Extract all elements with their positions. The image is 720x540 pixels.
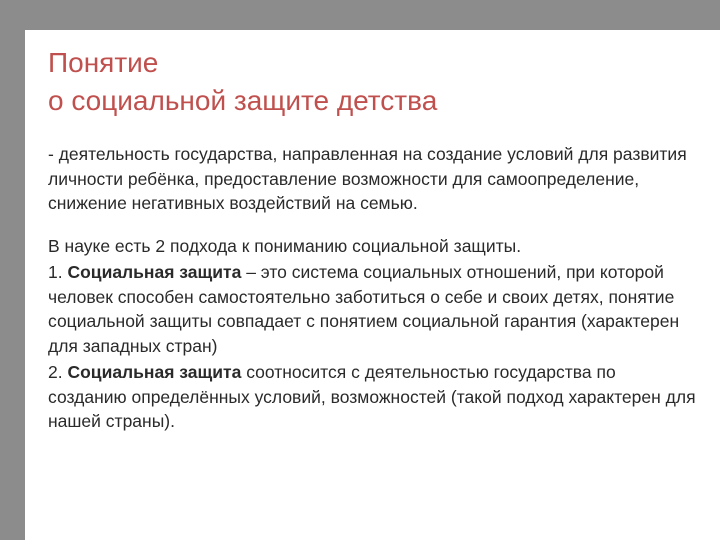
definition-paragraph: - деятельность государства, направленная на создание условий для развития личности ребёнка, предоставление возможности для самоопределение, снижение негативных воздействий на семью. xyxy=(48,144,687,213)
approach-item-2 xyxy=(48,360,698,434)
title-line-2: о социальной защите детства xyxy=(48,85,438,116)
paragraph-spacer xyxy=(48,216,698,234)
slide-body xyxy=(48,142,698,434)
slide-title xyxy=(48,44,688,120)
title-line-1: Понятие xyxy=(48,47,159,78)
intro-paragraph: В науке есть 2 подхода к пониманию социальной защиты. xyxy=(48,235,522,256)
slide xyxy=(25,30,720,540)
approach-item-1 xyxy=(48,260,698,358)
approach-1-text: – это система социальных отношений, при которой человек способен самостоятельно заботиться о себе и своих детях, понятие социальной защиты совпадает с понятием социальной гарантия (характерен для западных стран) xyxy=(48,262,680,356)
approach-2-text: соотносится с деятельностью государства по созданию определённых условий, возможностей (такой подход характерен для нашей страны). xyxy=(48,362,696,431)
approach-1-term: Социальная защита xyxy=(67,262,242,282)
approach-1-number: 1. xyxy=(48,262,63,282)
approach-2-number: 2. xyxy=(48,362,63,382)
approach-2-term: Социальная защита xyxy=(67,362,242,382)
